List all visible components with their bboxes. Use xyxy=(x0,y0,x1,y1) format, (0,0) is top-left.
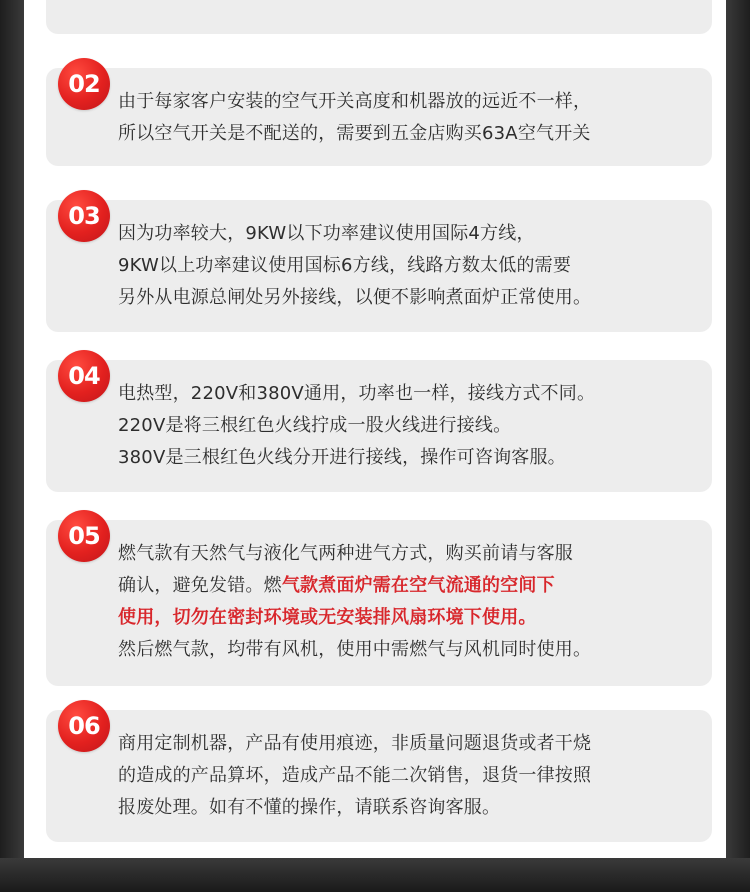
note-line: 报废处理。如有不懂的操作，请联系咨询客服。 xyxy=(118,797,501,818)
note-card-01 xyxy=(46,0,712,34)
frame-right xyxy=(726,0,750,892)
note-line: 燃气款有天然气与液化气两种进气方式，购买前请与客服 xyxy=(118,543,573,564)
note-line: 所以空气开关是不配送的，需要到五金店购买63A空气开关 xyxy=(118,123,591,144)
note-line: 然后燃气款，均带有风机，使用中需燃气与风机同时使用。 xyxy=(118,639,592,660)
warning-text: 气款煮面炉需在空气流通的空间下 xyxy=(281,575,555,596)
note-line: 另外从电源总闸处另外接线，以便不影响煮面炉正常使用。 xyxy=(118,287,592,308)
note-card-02 xyxy=(46,68,712,166)
note-line: 9KW以上功率建议使用国标6方线，线路方数太低的需要 xyxy=(118,255,572,276)
note-text xyxy=(118,0,692,26)
step-number-badge: 02 xyxy=(58,58,110,110)
note-line xyxy=(118,570,692,602)
note-line: 220V是将三根红色火线拧成一股火线进行接线。 xyxy=(118,415,512,436)
note-text-normal: 确认，避免发错。燃 xyxy=(118,575,282,596)
note-text xyxy=(118,86,692,150)
frame-left xyxy=(0,0,24,892)
note-card-04 xyxy=(46,360,712,492)
note-text xyxy=(118,378,692,474)
note-line: 因为功率较大，9KW以下功率建议使用国际4方线， xyxy=(118,223,535,244)
warning-text: 使用，切勿在密封环境或无安装排风扇环境下使用。 xyxy=(118,607,537,628)
note-card-05 xyxy=(46,520,712,686)
note-line: 电热型，220V和380V通用，功率也一样，接线方式不同。 xyxy=(118,383,596,404)
step-number-badge: 03 xyxy=(58,190,110,242)
note-line: 的造成的产品算坏，造成产品不能二次销售，退货一律按照 xyxy=(118,765,592,786)
note-line: 380V是三根红色火线分开进行接线，操作可咨询客服。 xyxy=(118,447,566,468)
notice-panel xyxy=(24,0,726,858)
note-card-03 xyxy=(46,200,712,332)
note-line: 由于每家客户安装的空气开关高度和机器放的远近不一样， xyxy=(118,91,592,112)
note-text xyxy=(118,728,692,824)
note-text xyxy=(118,538,692,666)
frame-bottom xyxy=(0,858,750,892)
step-number-badge: 04 xyxy=(58,350,110,402)
step-number-badge: 06 xyxy=(58,700,110,752)
step-number-badge: 05 xyxy=(58,510,110,562)
note-text xyxy=(118,218,692,314)
note-line: 商用定制机器，产品有使用痕迹，非质量问题退货或者干烧 xyxy=(118,733,592,754)
note-card-06 xyxy=(46,710,712,842)
